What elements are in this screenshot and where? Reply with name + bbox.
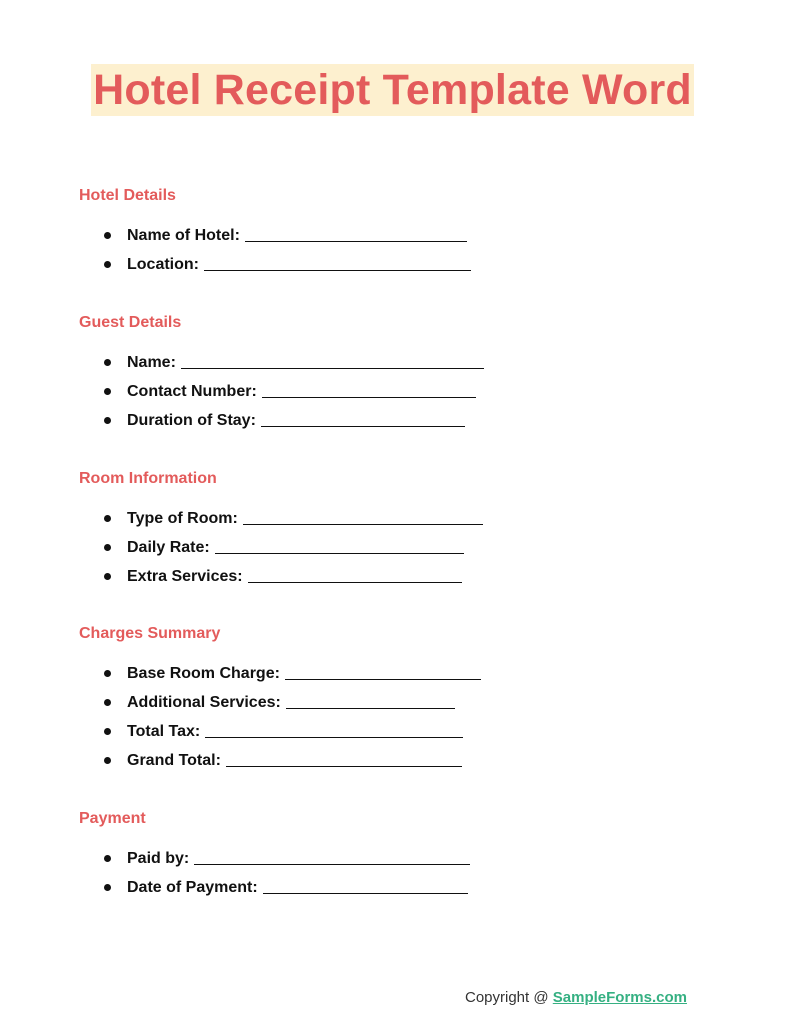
brand-link[interactable]: SampleForms.com: [552, 989, 687, 1006]
blank-line[interactable]: [248, 568, 462, 583]
section-hotel-details: [79, 186, 719, 273]
field-duration-of-stay: [79, 410, 484, 439]
section-guest-details: [79, 313, 719, 429]
field-name: [79, 352, 484, 381]
blank-line[interactable]: [226, 752, 462, 767]
bullet-icon: [104, 757, 111, 764]
field-contact-number: [79, 381, 484, 410]
field-label: Base Room Charge:: [127, 665, 280, 682]
field-list: [79, 352, 484, 439]
bullet-icon: [104, 699, 111, 706]
field-total-tax: [79, 721, 481, 750]
section-payment: [79, 809, 719, 896]
blank-line[interactable]: [261, 412, 465, 427]
section-room-information: [79, 469, 719, 585]
field-date-of-payment: [79, 877, 470, 906]
blank-line[interactable]: [262, 383, 476, 398]
bullet-icon: [104, 232, 111, 239]
bullet-icon: [104, 388, 111, 395]
field-label: Extra Services:: [127, 568, 243, 585]
blank-line[interactable]: [263, 879, 468, 894]
field-list: [79, 663, 481, 779]
section-heading: Payment: [79, 810, 146, 827]
field-base-room-charge: [79, 663, 481, 692]
bullet-icon: [104, 515, 111, 522]
field-label: Grand Total:: [127, 752, 221, 769]
blank-line[interactable]: [286, 694, 455, 709]
bullet-icon: [104, 261, 111, 268]
blank-line[interactable]: [243, 510, 483, 525]
blank-line[interactable]: [194, 850, 470, 865]
field-label: Type of Room:: [127, 510, 238, 527]
section-heading: Room Information: [79, 470, 217, 487]
copyright-prefix: Copyright @: [465, 989, 553, 1006]
field-label: Name of Hotel:: [127, 227, 240, 244]
field-label: Duration of Stay:: [127, 412, 256, 429]
blank-line[interactable]: [245, 227, 467, 242]
blank-line[interactable]: [215, 539, 464, 554]
field-list: [79, 848, 470, 906]
bullet-icon: [104, 544, 111, 551]
field-additional-services: [79, 692, 481, 721]
field-list: [79, 508, 483, 595]
page-title: Hotel Receipt Template Word: [93, 66, 692, 114]
bullet-icon: [104, 417, 111, 424]
blank-line[interactable]: [285, 665, 481, 680]
field-label: Paid by:: [127, 850, 190, 867]
blank-line[interactable]: [204, 256, 471, 271]
field-label: Date of Payment:: [127, 879, 258, 896]
field-label: Location:: [127, 256, 199, 273]
field-extra-services: [79, 566, 483, 595]
field-daily-rate: [79, 537, 483, 566]
bullet-icon: [104, 884, 111, 891]
bullet-icon: [104, 359, 111, 366]
field-label: Total Tax:: [127, 723, 201, 740]
field-name-of-hotel: [79, 225, 471, 254]
field-label: Daily Rate:: [127, 539, 210, 556]
section-heading: Hotel Details: [79, 187, 176, 204]
field-location: [79, 254, 471, 283]
section-charges-summary: [79, 624, 719, 769]
section-heading: Charges Summary: [79, 625, 221, 642]
bullet-icon: [104, 855, 111, 862]
title-wrapper: [0, 64, 785, 116]
field-label: Name:: [127, 354, 176, 371]
copyright-footer: [465, 988, 687, 1008]
field-label: Additional Services:: [127, 694, 281, 711]
field-paid-by: [79, 848, 470, 877]
bullet-icon: [104, 728, 111, 735]
field-label: Contact Number:: [127, 383, 257, 400]
field-grand-total: [79, 750, 481, 779]
section-heading: Guest Details: [79, 314, 182, 331]
field-list: [79, 225, 471, 283]
blank-line[interactable]: [181, 354, 484, 369]
bullet-icon: [104, 670, 111, 677]
field-type-of-room: [79, 508, 483, 537]
bullet-icon: [104, 573, 111, 580]
blank-line[interactable]: [205, 723, 463, 738]
